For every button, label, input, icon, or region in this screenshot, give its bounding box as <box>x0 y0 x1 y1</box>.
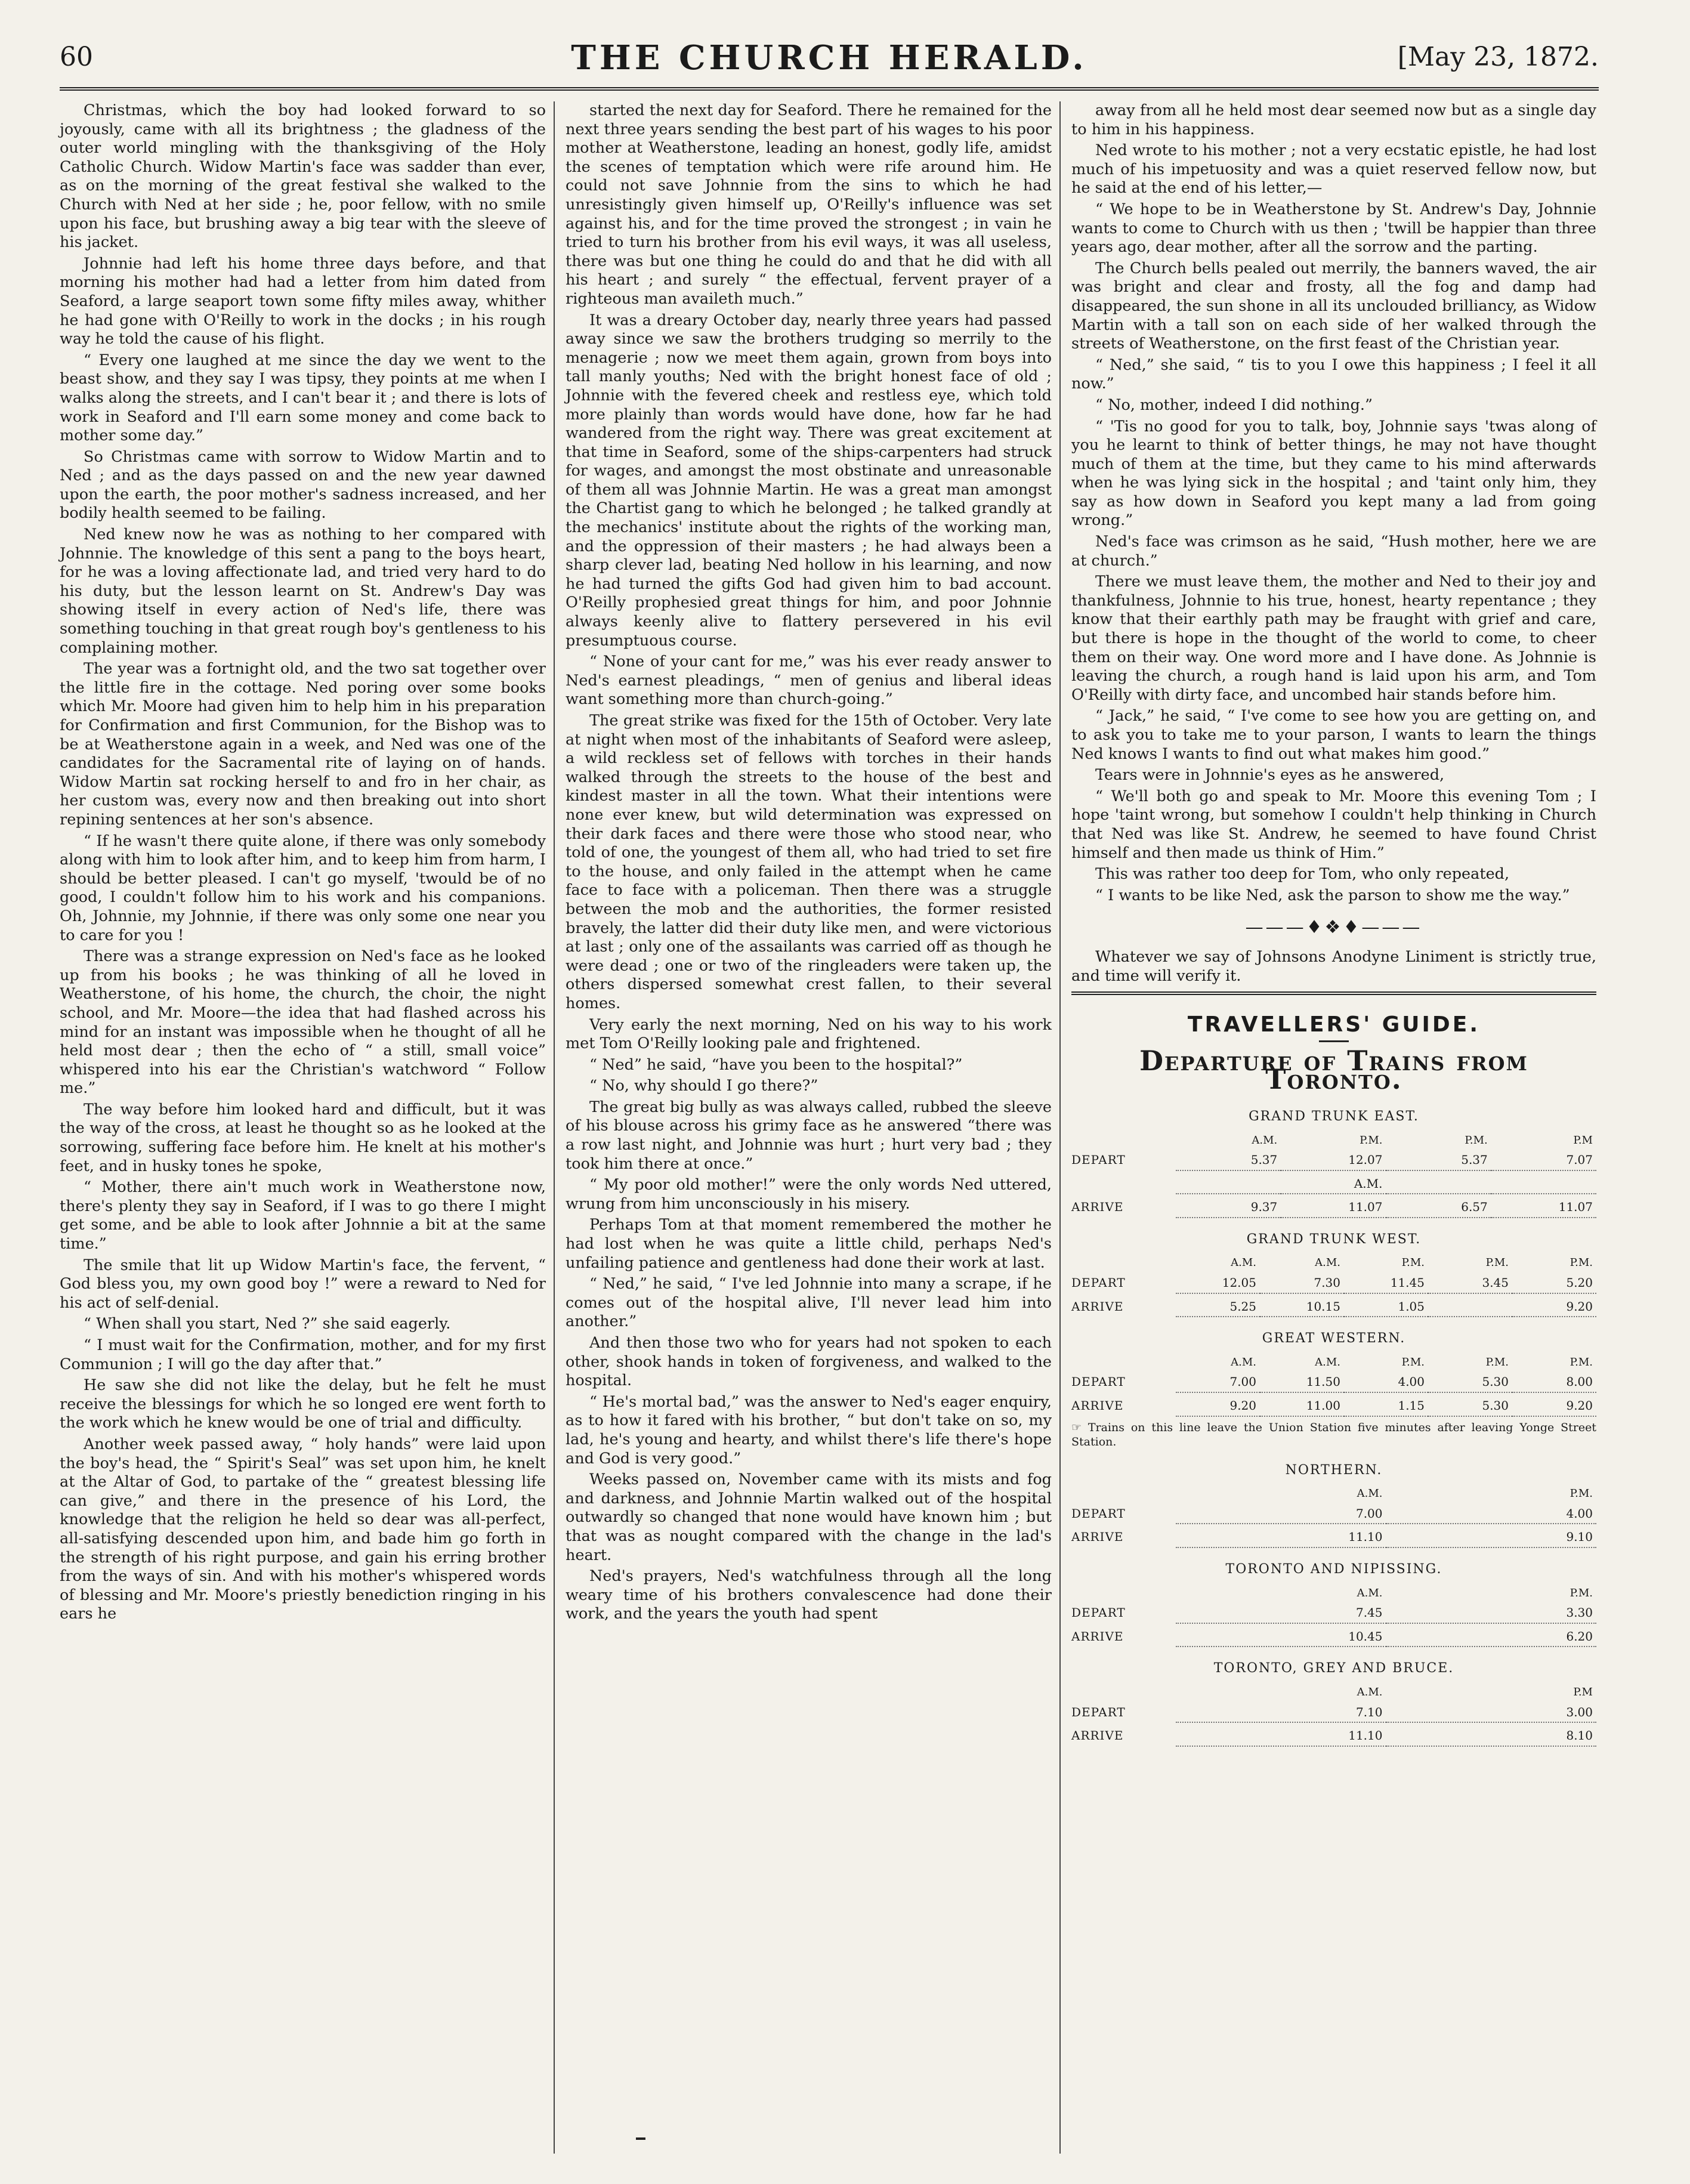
timetable-row-label: ARRIVE <box>1071 1728 1124 1743</box>
article-paragraph: “ If he wasn't there quite alone, if there was only somebody along with him to look after him, and to keep him from harm, I should be better pleased. I can't go myself, 'twould be of no good, I couldn't follow him to his work and his companions. Oh, Johnnie, my Johnnie, if there was only some one near you to care for you ! <box>60 832 546 944</box>
column-divider <box>554 101 555 2154</box>
timetable-row <box>1071 1151 1596 1171</box>
column-one <box>60 101 546 1626</box>
train-time: 11.45 <box>1344 1274 1428 1294</box>
timetable-period: P.M. <box>1401 1355 1425 1369</box>
train-time: A.M. <box>1281 1175 1386 1195</box>
guide-title: TRAVELLERS' GUIDE. <box>1187 1012 1481 1037</box>
timetable-row-label: DEPART <box>1071 1374 1126 1389</box>
train-time: 11.10 <box>1176 1726 1386 1747</box>
timetable-row-label: DEPART <box>1071 1506 1126 1521</box>
timetable-header <box>1071 1131 1596 1150</box>
train-time: 11.00 <box>1260 1397 1344 1417</box>
timetable-period: A.M. <box>1252 1133 1278 1147</box>
article-paragraph: “ When shall you start, Ned ?” she said eagerly. <box>84 1315 451 1333</box>
article-paragraph: Ned knew now he was as nothing to her compared with Johnnie. The knowledge of this sent a pang to the boys heart, for he was a loving affectionate lad, and tried very hard to do his duty, but the lesson learnt on St. Andrew's Day was showing itself in every action of Ned's life, there was something touching in that great rough boy's gentleness to his complaining mother. <box>60 526 546 657</box>
train-time: 5.25 <box>1176 1298 1260 1318</box>
timetable-row <box>1071 1298 1596 1318</box>
train-time: 8.00 <box>1512 1373 1596 1393</box>
article-paragraph: Christmas, which the boy had looked forward to so joyously, came with all its brightness ; the gladness of the outer world mingling with the thanksgiving of the Holy Catholic Church. Widow Martin's face was sadder than ever, as on the morning of the great festival she walked to the Church with Ned at her side ; he, poor fellow, with no smile upon his face, but brushing away a big tear with the sleeve of his jacket. <box>60 101 546 252</box>
train-time: 7.45 <box>1176 1604 1386 1624</box>
timetable-row <box>1071 1627 1596 1648</box>
bottom-mark <box>636 2137 645 2140</box>
train-time: 10.15 <box>1260 1298 1344 1318</box>
timetable-row <box>1071 1397 1596 1417</box>
train-time: 8.10 <box>1386 1726 1597 1747</box>
article-paragraph: “ None of your cant for me,” was his ever ready answer to Ned's earnest pleadings, “ men of genius and liberal ideas want something more than church-going.” <box>566 653 1052 709</box>
article-paragraph: started the next day for Seaford. There he remained for the next three years sending the best part of his wages to his poor mother at Weatherstone, leading an honest, godly life, amidst the scenes of temptation which were rife around him. He could not save Johnnie from the sins to which he had unresistingly given himself up, O'Reilly's influence was set against his, and for the time proved the strongest ; in vain he tried to turn his brother from his evil ways, it was all useless, there was but one thing he could do and that he did with all his heart ; and surely “ the effectual, fervent prayer of a righteous man availeth much.” <box>566 101 1052 308</box>
train-time: 5.20 <box>1512 1274 1596 1294</box>
article-paragraph: Another week passed away, “ holy hands” were laid upon the boy's head, the “ Spirit's Seal” was set upon him, he knelt at the Altar of God, to partake of the “ greatest blessing life can give,” and there in the presence of his Lord, the knowledge that the religion he held so dear was all-perfect, all-satisfying descended upon him, and bade him go forth in the strength of his right purpose, and gain his erring brother from the ways of sin. And with his mother's whispered words of blessing and Mr. Moore's priestly benediction ringing in his ears he <box>60 1435 546 1623</box>
article-paragraph: away from all he held most dear seemed now but as a single day to him in his happiness. <box>1071 101 1596 138</box>
train-time <box>1176 1175 1281 1195</box>
train-time: 12.07 <box>1281 1151 1386 1171</box>
train-time: 12.05 <box>1176 1274 1260 1294</box>
timetable-row <box>1071 1528 1596 1548</box>
section-rule <box>1071 991 1596 995</box>
train-time: 9.20 <box>1176 1397 1260 1417</box>
railway-line-name: GRAND TRUNK WEST. <box>1246 1231 1422 1247</box>
train-time: 1.05 <box>1344 1298 1428 1318</box>
timetable-row <box>1071 1604 1596 1624</box>
railway-line-name: GREAT WESTERN. <box>1262 1331 1406 1346</box>
timetable-header <box>1071 1484 1596 1503</box>
timetable-period: P.M. <box>1569 1355 1593 1369</box>
train-time <box>1491 1175 1596 1195</box>
timetable-spacer <box>1071 1683 1176 1702</box>
timetable-row-label: ARRIVE <box>1071 1398 1124 1413</box>
timetable-period: A.M. <box>1231 1256 1256 1269</box>
timetable-period: A.M. <box>1315 1256 1340 1269</box>
timetable-note: ☞ Trains on this line leave the Union Station five minutes after leaving Yonge Street Station. <box>1071 1420 1596 1448</box>
timetable-period: P.M <box>1573 1685 1593 1698</box>
article-paragraph: Tears were in Johnnie's eyes as he answered, <box>1095 766 1445 784</box>
article-paragraph: Perhaps Tom at that moment remembered the mother he had lost when he was quite a little child, perhaps Ned's unfailing patience and gentleness had done their work at last. <box>566 1216 1052 1272</box>
train-time: 11.07 <box>1281 1198 1386 1218</box>
timetable-row <box>1071 1175 1596 1195</box>
timetable-row-label: DEPART <box>1071 1275 1126 1290</box>
train-time: 3.30 <box>1386 1604 1597 1624</box>
timetable-period: A.M. <box>1231 1355 1256 1369</box>
timetable-period: P.M. <box>1569 1487 1593 1500</box>
timetable-spacer <box>1071 1484 1176 1503</box>
timetable-period: P.M. <box>1569 1256 1593 1269</box>
article-paragraph: There was a strange expression on Ned's face as he looked up from his books ; he was thinking of all he loved in Weatherstone, of his home, the church, the choir, the night school, and Mr. Moore—the idea that had flashed across his mind for an instant was impossible when he thought of all he held most dear ; then the echo of “ a still, small voice” whispered into his ear the Christian's watchword “ Follow me.” <box>60 947 546 1098</box>
timetable-row <box>1071 1726 1596 1747</box>
article-paragraph: “ Ned” he said, “have you been to the hospital?” <box>589 1055 963 1074</box>
train-time: 7.30 <box>1260 1274 1344 1294</box>
article-paragraph: “ Ned,” he said, “ I've led Johnnie into many a scrape, if he comes out of the hospital alive, I'll never lead him into another.” <box>566 1275 1052 1331</box>
timetable-period: P.M. <box>1360 1133 1383 1147</box>
article-paragraph: “ We'll both go and speak to Mr. Moore this evening Tom ; I hope 'taint wrong, but somehow I couldn't help thinking in Church that Ned was like St. Andrew, he seemed to have found Christ himself and then made us think of Him.” <box>1071 787 1596 862</box>
column-divider <box>1059 101 1061 2154</box>
train-time: 5.37 <box>1386 1151 1491 1171</box>
railway-line-name: GRAND TRUNK EAST. <box>1249 1108 1419 1124</box>
header-rule <box>60 87 1599 91</box>
article-paragraph: “ Every one laughed at me since the day we went to the beast show, and they say I was tipsy, they points at me when I walks along the streets, and I can't bear it ; and there is lots of work in Seaford and I'll earn some money and come back to mother some day.” <box>60 351 546 445</box>
column-two <box>566 101 1052 1626</box>
article-paragraph: “ He's mortal bad,” was the answer to Ned's eager enquiry, as to how it fared with his brother, “ but don't take on so, my lad, he's young and hearty, and whilst there's life there's hope and God is very good.” <box>566 1392 1052 1468</box>
article-paragraph: Ned's prayers, Ned's watchfulness through all the long weary time of his brothers convalescence had done their work, and the years the youth had spent <box>566 1567 1052 1623</box>
timetable-spacer <box>1071 1253 1176 1272</box>
railway-line <box>1071 1230 1596 1317</box>
article-paragraph: “ Jack,” he said, “ I've come to see how you are getting on, and to ask you to take me to your parson, I wants to learn the things Ned knows I wants to find out what makes him good.” <box>1071 707 1596 763</box>
train-time: 4.00 <box>1344 1373 1428 1393</box>
page-number: 60 <box>60 42 93 72</box>
article-paragraph: “ 'Tis no good for you to talk, boy, Johnnie says 'twas along of you he learnt to think of better things, he may not have thought much of them at the time, but they came to his mind afterwards when he was lying sick in the hospital ; and 'taint only him, they say as how down in Seaford you kept many a lad from going wrong.” <box>1071 417 1596 530</box>
article-paragraph: And then those two who for years had not spoken to each other, shook hands in token of forgiveness, and walked to the hospital. <box>566 1334 1052 1390</box>
train-time: 7.10 <box>1176 1703 1386 1723</box>
train-time: 11.10 <box>1176 1528 1386 1548</box>
article-paragraph: The great big bully as was always called, rubbed the sleeve of his blouse across his grimy face as he answered “there was a row last night, and Johnnie was hurt ; hurt very bad ; they took him there at once.” <box>566 1098 1052 1173</box>
timetable-row-label: DEPART <box>1071 1704 1126 1719</box>
timetable-row <box>1071 1198 1596 1218</box>
timetable-row-label: DEPART <box>1071 1153 1126 1167</box>
separator-ornament: ———♦❖♦——— <box>1245 917 1423 938</box>
timetable-period: P.M. <box>1485 1256 1509 1269</box>
timetable-row-label: DEPART <box>1071 1605 1126 1620</box>
train-time <box>1428 1298 1512 1318</box>
article-paragraph: Johnnie had left his home three days before, and that morning his mother had had a letter from him dated from Seaford, a large seaport town some fifty miles away, whither he had gone with O'Reilly to work in the docks ; in his rough way he told the cause of his flight. <box>60 254 546 348</box>
timetable-spacer <box>1071 1131 1176 1150</box>
timetable-period: A.M. <box>1357 1586 1383 1599</box>
timetable-header <box>1071 1683 1596 1702</box>
article-paragraph: So Christmas came with sorrow to Widow Martin and to Ned ; and as the days passed on and the new year dawned upon the earth, the poor mother's sadness increased, and her bodily health seemed to be failing. <box>60 447 546 523</box>
train-time: 7.00 <box>1176 1373 1260 1393</box>
masthead-title: THE CHURCH HERALD. <box>571 38 1087 78</box>
article-paragraph: “ We hope to be in Weatherstone by St. Andrew's Day, Johnnie wants to come to Church with us then ; 'twill be happier than three years ago, dear mother, after all the sorrow and the parting. <box>1071 200 1596 257</box>
guide-subtitle: Departure of Trains from Toronto. <box>1139 1044 1528 1096</box>
article-paragraph: The way before him looked hard and difficult, but it was the way of the cross, at least he thought so as he looked at the sorrowing, suffering face before him. He knelt at his mother's feet, and in husky tones he spoke, <box>60 1100 546 1175</box>
article-paragraph: “ My poor old mother!” were the only words Ned uttered, wrung from him unconsciously in his misery. <box>566 1176 1052 1213</box>
train-time: 11.50 <box>1260 1373 1344 1393</box>
article-paragraph: “ I wants to be like Ned, ask the parson to show me the way.” <box>1095 886 1570 904</box>
train-time: 7.07 <box>1491 1151 1596 1171</box>
timetable-row <box>1071 1373 1596 1393</box>
railway-line <box>1071 1560 1596 1647</box>
train-time: 9.20 <box>1512 1298 1596 1318</box>
article-paragraph: Ned's face was crimson as he said, “Hush mother, here we are at church.” <box>1071 533 1596 570</box>
railway-line-name: TORONTO, GREY AND BRUCE. <box>1213 1661 1454 1676</box>
railway-line <box>1071 1461 1596 1548</box>
timetable-header <box>1071 1353 1596 1372</box>
train-time: 11.07 <box>1491 1198 1596 1218</box>
train-time: 9.20 <box>1512 1397 1596 1417</box>
timetable-header <box>1071 1584 1596 1603</box>
article-paragraph: “ Ned,” she said, “ tis to you I owe this happiness ; I feel it all now.” <box>1071 356 1596 393</box>
train-time: 10.45 <box>1176 1627 1386 1648</box>
railway-timetables <box>1071 1107 1596 1747</box>
article-paragraph: Ned wrote to his mother ; not a very ecstatic epistle, he had lost much of his impetuosity and was a quiet reserved fellow now, but he said at the end of his letter,— <box>1071 141 1596 197</box>
train-time: 7.00 <box>1176 1505 1386 1525</box>
timetable-row-label: ARRIVE <box>1071 1200 1124 1215</box>
train-time: 4.00 <box>1386 1505 1597 1525</box>
timetable-spacer <box>1071 1584 1176 1603</box>
travellers-guide <box>1071 1012 1596 1747</box>
railway-line <box>1071 1329 1596 1448</box>
issue-date: [May 23, 1872. <box>1397 42 1599 72</box>
train-time: 5.37 <box>1176 1151 1281 1171</box>
timetable-row <box>1071 1505 1596 1525</box>
timetable-spacer <box>1071 1353 1176 1372</box>
timetable-period: A.M. <box>1315 1355 1340 1369</box>
train-time <box>1386 1175 1491 1195</box>
article-paragraph: Weeks passed on, November came with its mists and fog and darkness, and Johnnie Martin walked out of the hospital outwardly so changed that none would have known him ; but that was as nought compared with the change in the lad's heart. <box>566 1471 1052 1564</box>
article-paragraph: There we must leave them, the mother and Ned to their joy and thankfulness, Johnnie to his true, honest, hearty repentance ; they know that their earthly path may be fraught with grief and care, but there is hope in the thought of the world to come, to cheer them on their way. One word more and I have done. As Johnnie is leaving the church, a rough hand is laid upon his arm, and Tom O'Reilly with dirty face, and uncombed hair stands before him. <box>1071 573 1596 704</box>
article-paragraph: The great strike was fixed for the 15th of October. Very late at night when most of the inhabitants of Seaford were asleep, a wild reckless set of fellows with torches in their hands walked through the streets to the house of the best and kindest master in all the town. What their intentions were none ever knew, but wild determination was expressed on their dark faces and there were those who stood near, who told of one, the youngest of them all, who had tried to set fire to the house, and only failed in the attempt when he came face to face with a policeman. Then there was a struggle between the mob and the authorities, the former resisted bravely, the latter did their duty like men, and were victorious at last ; only one of the assailants was carried off as though he were dead ; one or two of the ringleaders were taken up, the others dispersed somewhat crest fallen, to their several homes. <box>566 712 1052 1012</box>
article-paragraph: The smile that lit up Widow Martin's face, the fervent, “ God bless you, my own good boy !” were a reward to Ned for his act of self-denial. <box>60 1256 546 1312</box>
train-time: 9.37 <box>1176 1198 1281 1218</box>
article-paragraph: It was a dreary October day, nearly three years had passed away since we saw the brothers trudging so merrily to the menagerie ; now we meet them again, grown from boys into tall manly youths; Ned with the bright honest face of old ; Johnnie with the fevered cheek and restless eye, which told more plainly than words would have done, how far he had wandered from the right way. There was great excitement at that time in Seaford, some of the ships-carpenters had struck for wages, and amongst the most obstinate and unreasonable of them all was Johnnie Martin. He was a great man amongst the Chartist gang to which he belonged ; he talked grandly at the mechanics' institute about the rights of the working man, and the oppression of their masters ; he had always been a sharp clever lad, beating Ned hollow in his learning, and now he had turned the gifts God had given him to bad account. O'Reilly prophesied great things for him, and poor Johnnie always keenly alive to flattery persevered in his evil presumptuous course. <box>566 311 1052 650</box>
timetable-period: P.M. <box>1401 1256 1425 1269</box>
timetable-row-label <box>1071 1175 1176 1195</box>
timetable-period: P.M <box>1573 1133 1593 1147</box>
railway-line-name: NORTHERN. <box>1285 1462 1383 1478</box>
guide-dash <box>1319 1040 1349 1042</box>
story-ending <box>1071 101 1596 905</box>
timetable-period: P.M. <box>1569 1586 1593 1599</box>
timetable-header <box>1071 1253 1596 1272</box>
train-time: 6.57 <box>1386 1198 1491 1218</box>
train-time: 3.00 <box>1386 1703 1597 1723</box>
timetable-period: P.M. <box>1485 1355 1509 1369</box>
article-paragraph: “ I must wait for the Confirmation, mother, and for my first Communion ; I will go the day after that.” <box>60 1336 546 1373</box>
train-time: 5.30 <box>1428 1373 1512 1393</box>
article-paragraph: The Church bells pealed out merrily, the banners waved, the air was bright and clear and frosty, all the fog and damp had disappeared, the sun shone in all its unclouded brilliancy, as Widow Martin with a tall son on each side of her walked through the streets of Weatherstone, on the first feast of the Christian year. <box>1071 259 1596 353</box>
timetable-row <box>1071 1703 1596 1723</box>
article-paragraph: This was rather too deep for Tom, who only repeated, <box>1095 865 1510 884</box>
article-paragraph: He saw she did not like the delay, but he felt he must receive the blessings for which he so longed ere went forth to the work which he knew would be one of trial and difficulty. <box>60 1376 546 1432</box>
article-paragraph: “ No, mother, indeed I did nothing.” <box>1095 396 1373 414</box>
timetable-row-label: ARRIVE <box>1071 1530 1124 1544</box>
train-time: 9.10 <box>1386 1528 1597 1548</box>
railway-line-name: TORONTO AND NIPISSING. <box>1225 1562 1442 1577</box>
train-time: 6.20 <box>1386 1627 1597 1648</box>
timetable-row-label: ARRIVE <box>1071 1629 1124 1644</box>
train-time: 5.30 <box>1428 1397 1512 1417</box>
article-paragraph: The year was a fortnight old, and the two sat together over the little fire in the cottage. Ned poring over some books which Mr. Moore had given him to help him in his preparation for Confirmation and first Communion, for the Bishop was to be at Weatherstone again in a week, and Ned was one of the candidates for the Sacramental rite of laying on of hands. Widow Martin sat rocking herself to and fro in her chair, as her custom was, every now and then breaking out into short repining sentences at her son's absence. <box>60 660 546 829</box>
train-time: 1.15 <box>1344 1397 1428 1417</box>
timetable-period: A.M. <box>1357 1685 1383 1698</box>
railway-line <box>1071 1659 1596 1746</box>
article-paragraph: “ Mother, there ain't much work in Weatherstone now, there's plenty they say in Seaford, if I was to go there I might get some, and be able to look after Johnnie a bit at the same time.” <box>60 1178 546 1253</box>
timetable-period: P.M. <box>1465 1133 1488 1147</box>
article-paragraph: “ No, why should I go there?” <box>589 1077 818 1095</box>
railway-line <box>1071 1107 1596 1218</box>
column-three <box>1071 101 1596 1759</box>
article-paragraph: Very early the next morning, Ned on his way to his work met Tom O'Reilly looking pale and frightened. <box>566 1015 1052 1053</box>
timetable-row <box>1071 1274 1596 1294</box>
timetable-row-label: ARRIVE <box>1071 1299 1124 1314</box>
train-time: 3.45 <box>1428 1274 1512 1294</box>
page-header <box>60 36 1599 84</box>
liniment-advertisement: Whatever we say of Johnsons Anodyne Liniment is strictly true, and time will verify it. <box>1071 947 1596 985</box>
timetable-period: A.M. <box>1357 1487 1383 1500</box>
